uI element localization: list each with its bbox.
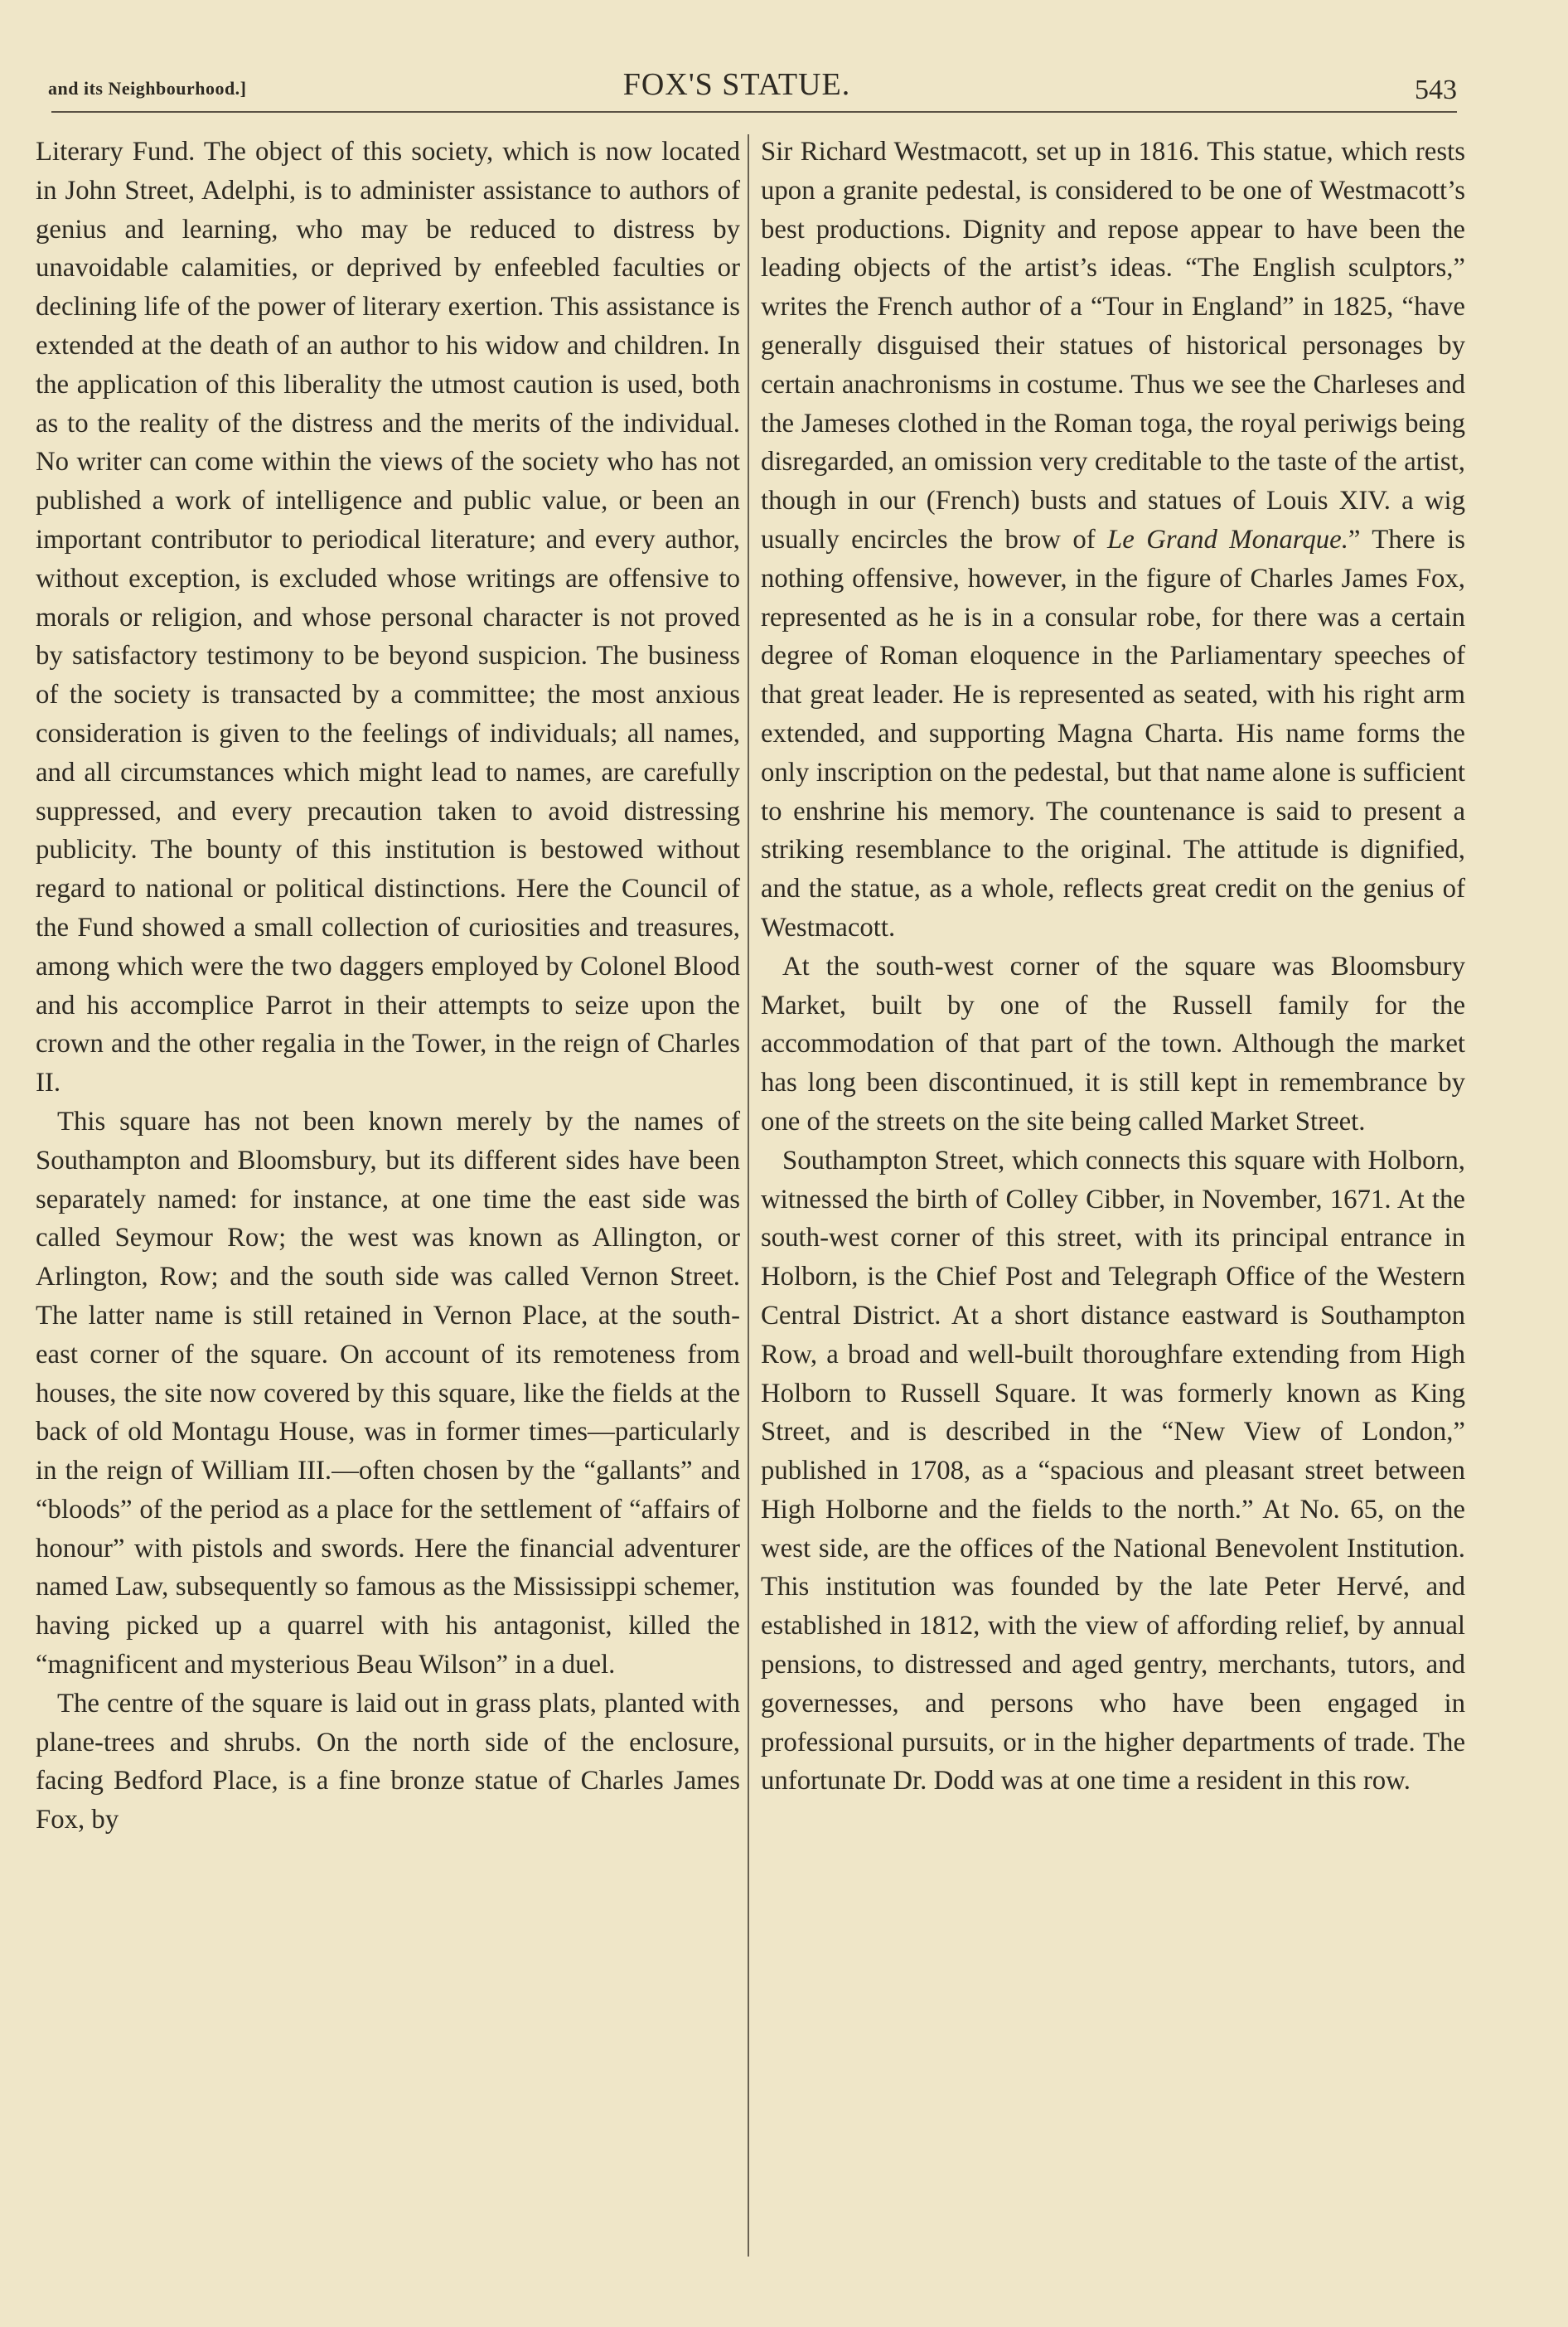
left-paragraph-2: This square has not been known merely by the names of Southampton and Bloomsbury, but its different sides have been separately named: for instance, at one time the east side was called Seymour Row; the west was known as Allington, or Arlington, Row; and the south side was called Vernon Street. The latter name is still retained in Vernon Place, at the south-east corner of the square. On account of its remoteness from houses, the site now covered by this square, like the fields at the back of old Montagu House, was in former times—particularly in the reign of William III.—often chosen by the “gallants” and “bloods” of the period as a place for the settlement of “affairs of honour” with pistols and swords. Here the financial adventurer named Law, subsequently so famous as the Mississippi schemer, having picked up a quarrel with his antagonist, killed the “magnificent and mysterious Beau Wilson” in a duel. — [36, 1106, 740, 1680]
right-paragraph-3: Southampton Street, which connects this square with Holborn, witnessed the birth of Colley Cibber, in November, 1671. At the south-west corner of this street, with its principal entrance in Holborn, is the Chief Post and Telegraph Office of the Western Central District. At a short distance eastward is Southampton Row, a broad and well-built thoroughfare extending from High Holborn to Russell Square. It was formerly known as King Street, and is described in the “New View of London,” published in 1708, as a “spacious and pleasant street between High Holborne and the fields to the north.” At No. 65, on the west side, are the offices of the National Benevolent Institution. This institution was founded by the late Peter Hervé, and established in 1812, with the view of affording relief, by annual pensions, to distressed and aged gentry, merchants, tutors, and governesses, and persons who have been engaged in professional pursuits, or in the higher departments of trade. The unfortunate Dr. Dodd was at one time a resident in this row. — [761, 1145, 1465, 1796]
header-rule — [51, 111, 1457, 113]
right-paragraph-2: At the south-west corner of the square was Bloomsbury Market, built by one of the Russell family for the accommodation of that part of the town. Although the market has long been discontinued, it is still kept in remembrance by one of the streets on the site being called Market Street. — [761, 951, 1465, 1137]
left-paragraph-1: Literary Fund. The object of this society, which is now located in John Street, Adelphi, is to administer assistance to authors of genius and learning, who may be reduced to distress by unavoidable calamities, or deprived by enfeebled faculties or declining life of the power of literary exertion. This assistance is extended at the death of an author to his widow and children. In the application of this liberality the utmost caution is used, both as to the reality of the distress and the merits of the individual. No writer can come within the views of the society who has not published a work of intelligence and public value, or been an important contributor to periodical literature; and every author, without exception, is excluded whose writings are offensive to morals or religion, and whose personal character is not proved by satisfactory testimony to be beyond suspicion. The business of the society is transacted by a committee; the most anxious consideration is given to the feelings of individuals; all names, and all circumstances which might lead to names, are carefully suppressed, and every precaution taken to avoid distressing publicity. The bounty of this institution is bestowed without regard to national or political distinctions. Here the Council of the Fund showed a small collection of curiosities and treasures, among which were the two daggers employed by Colonel Blood and his accomplice Parrot in their attempts to seize upon the crown and the other regalia in the Tower, in the reign of Charles II. — [36, 137, 740, 1098]
page-number: 543 — [1415, 75, 1457, 105]
left-paragraph-3: The centre of the square is laid out in grass plats, planted with plane-trees and shrubs. On the north side of the enclosure, facing Bedford Place, is a fine bronze statue of Charles James Fox, by — [36, 1688, 740, 1835]
right-paragraph-1-text-a: Sir Richard Westmacott, set up in 1816. This statue, which rests upon a granite pedestal, is considered to be one of Westmacott’s best productions. Dignity and repose appear to have been the leading objects of the artist’s ideas. “The English sculptors,” writes the French author of a “Tour in England” in 1825, “have generally disguised their statues of historical personages by certain anachronisms in costume. Thus we see the Charleses and the Jameses clothed in the Roman toga, the royal periwigs being disregarded, an omission very creditable to the taste of the artist, though in our (French) busts and statues of Louis XIV. a wig usually encircles the brow of — [761, 137, 1465, 555]
right-paragraph-1 — [761, 133, 1465, 948]
left-column — [36, 133, 740, 1840]
right-paragraph-1-text-b: ” There is nothing offensive, however, in the figure of Charles James Fox, represented as he is in a consular robe, for there was a certain degree of Roman eloquence in the Parliamentary speeches of that great leader. He is represented as seated, with his right arm extended, and supporting Magna Charta. His name forms the only inscription on the pedestal, but that name alone is sufficient to enshrine his memory. The countenance is said to present a striking resemblance to the original. The attitude is dignified, and the statue, as a whole, reflects great credit on the genius of Westmacott. — [761, 524, 1466, 943]
column-divider — [748, 134, 749, 2257]
header-title: FOX'S STATUE. — [622, 67, 851, 102]
right-paragraph-1-italic: Le Grand Monarque. — [1107, 524, 1348, 555]
right-column — [761, 133, 1465, 1801]
running-header — [48, 66, 1457, 116]
header-section-label: and its Neighbourhood.] — [48, 78, 247, 99]
